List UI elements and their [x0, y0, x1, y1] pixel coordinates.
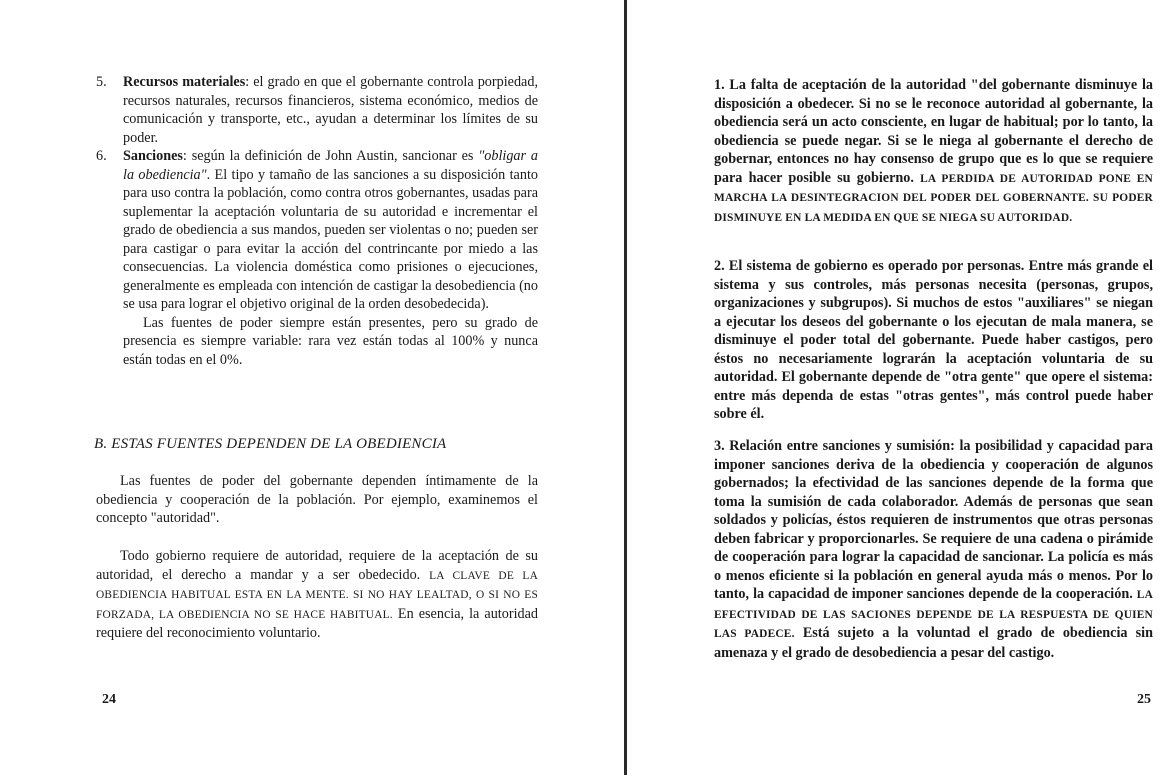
- point-1: [714, 76, 1153, 227]
- section-heading: B. ESTAS FUENTES DEPENDEN DE LA OBEDIENCIA: [94, 436, 447, 452]
- page-number-left: 24: [102, 692, 116, 707]
- point-text: 1. La falta de aceptación de la autoridad "del gobernante disminuye la disposición a obedecer. Si no se le reconoce autoridad al gobernante, la obediencia será un acto consciente, en lugar de habitual; por lo tanto, la obediencia se puede negar. Si se le niega al gobernante el derecho de gobernar, entonces no hay consenso de grupo que es lo que se requiere para hacer posible su gobierno.: [714, 77, 1153, 186]
- paragraph-authority: [96, 472, 538, 528]
- item-quote: "obligar a la obediencia": [123, 148, 538, 183]
- followup-paragraph: Las fuentes de poder siempre están presentes, pero su grado de presencia es siempre variable: rara vez están todas al 100% y nunca están todas en el 0%.: [123, 314, 538, 368]
- item-text: . El tipo y tamaño de las sanciones a su disposición tanto para uso contra la población, como contra otros gobernantes, usadas para suplementar la aceptación voluntaria de su autoridad e incrementar el grado de obediencia a sus mandos, pueden ser violentas o no; pueden ser para castigar o para evitar la acción del contrincante por miedo a las consecuencias. La violencia doméstica como prisiones o ejecuciones, generalmente es empleada con intención de castigar la desobediencia (no se usa para lograr el objetivo original de la orden desobedecida).: [123, 166, 538, 312]
- point-text: 3. Relación entre sanciones y sumisión: la posibilidad y capacidad para imponer sanciones deriva de la obediencia y cooperación de algunos gobernados; la efectividad de las sanciones depende de la forma que toma la sumisión de cada colaborador. Además de personas que sean soldados y policías, éstos requieren de instrumentos que otras personas deben fabricar y proporcionarles. Se requiere de una cadena o pirámide de cooperación para lograr la capacidad de sancionar. La policía es más o menos eficiente si la población en general ayuda más o menos. Por lo tanto, la capacidad de imponer sanciones depende de la cooperación.: [714, 438, 1153, 602]
- list-number: 6.: [96, 148, 107, 164]
- list-item-5: [96, 73, 538, 147]
- item-term: Recursos materiales: [123, 74, 246, 90]
- paragraph-text: En esencia, la autoridad requiere del reconocimiento voluntario.: [96, 605, 538, 641]
- caps-text: LA PERDIDA DE AUTORIDAD PONE EN MARCHA LA DESINTEGRACION DEL PODER DEL GOBERNANTE. SU PODER DISMINUYE EN LA MEDIDA EN QUE SE NIEGA SU AUTORIDAD.: [714, 172, 1153, 224]
- item-term: Sanciones: [123, 148, 183, 164]
- right-page: [627, 0, 1173, 775]
- paragraph-obedience: [96, 547, 538, 643]
- item-text: : según la definición de John Austin, sancionar es: [182, 148, 479, 164]
- paragraph-text: Todo gobierno requiere de autoridad, requiere de la aceptación de su autoridad, el derecho a mandar y a ser obedecido.: [96, 548, 538, 583]
- list-item-body: [123, 73, 538, 147]
- caps-text: LA CLAVE DE LA OBEDIENCIA HABITUAL ESTA EN LA MENTE. SI NO HAY LEALTAD, O SI NO ES FORZADA, LA OBEDIENCIA NO SE HACE HABITUAL.: [96, 569, 539, 621]
- paragraph-text: Las fuentes de poder del gobernante dependen íntimamente de la obediencia y cooperación de la población. Por ejemplo, examinemos el concepto "autoridad".: [96, 473, 538, 526]
- page-number-right: 25: [1137, 692, 1151, 707]
- point-text: 2. El sistema de gobierno es operado por personas. Entre más grande el sistema y sus controles, más personas necesita (personas, grupos, organizaciones y subgrupos). Si muchos de estos "auxiliares" se niegan a ejecutar los deseos del gobernante o los ejecutan de mala manera, se disminuye el poder total del gobernante. Puede haber castigos, pero éstos no necesariamente lograrán la aceptación voluntaria de su autoridad. El gobernante depende de "otra gente" que opere el sistema: entre más dependa de estas "otras gentes", más control puede haber sobre él.: [714, 258, 1153, 422]
- caps-text: LA EFECTIVIDAD DE LAS SACIONES DEPENDE DE LA RESPUESTA DE QUIEN LAS PADECE.: [714, 589, 1153, 640]
- point-text: Está sujeto a la voluntad el grado de obediencia sin amenaza y el grado de desobediencia a pesar del castigo.: [714, 625, 1153, 661]
- list-item-body: [123, 147, 538, 314]
- list-number: 5.: [96, 74, 107, 90]
- item-text: : el grado en que el gobernante controla porpiedad, recursos naturales, recursos financieros, sistema económico, medios de comunicación y transporte, etc., ayudan a determinar los límites de su poder.: [123, 74, 538, 146]
- point-2: [714, 257, 1153, 424]
- list-item-6: [96, 147, 538, 369]
- point-3: [714, 437, 1153, 662]
